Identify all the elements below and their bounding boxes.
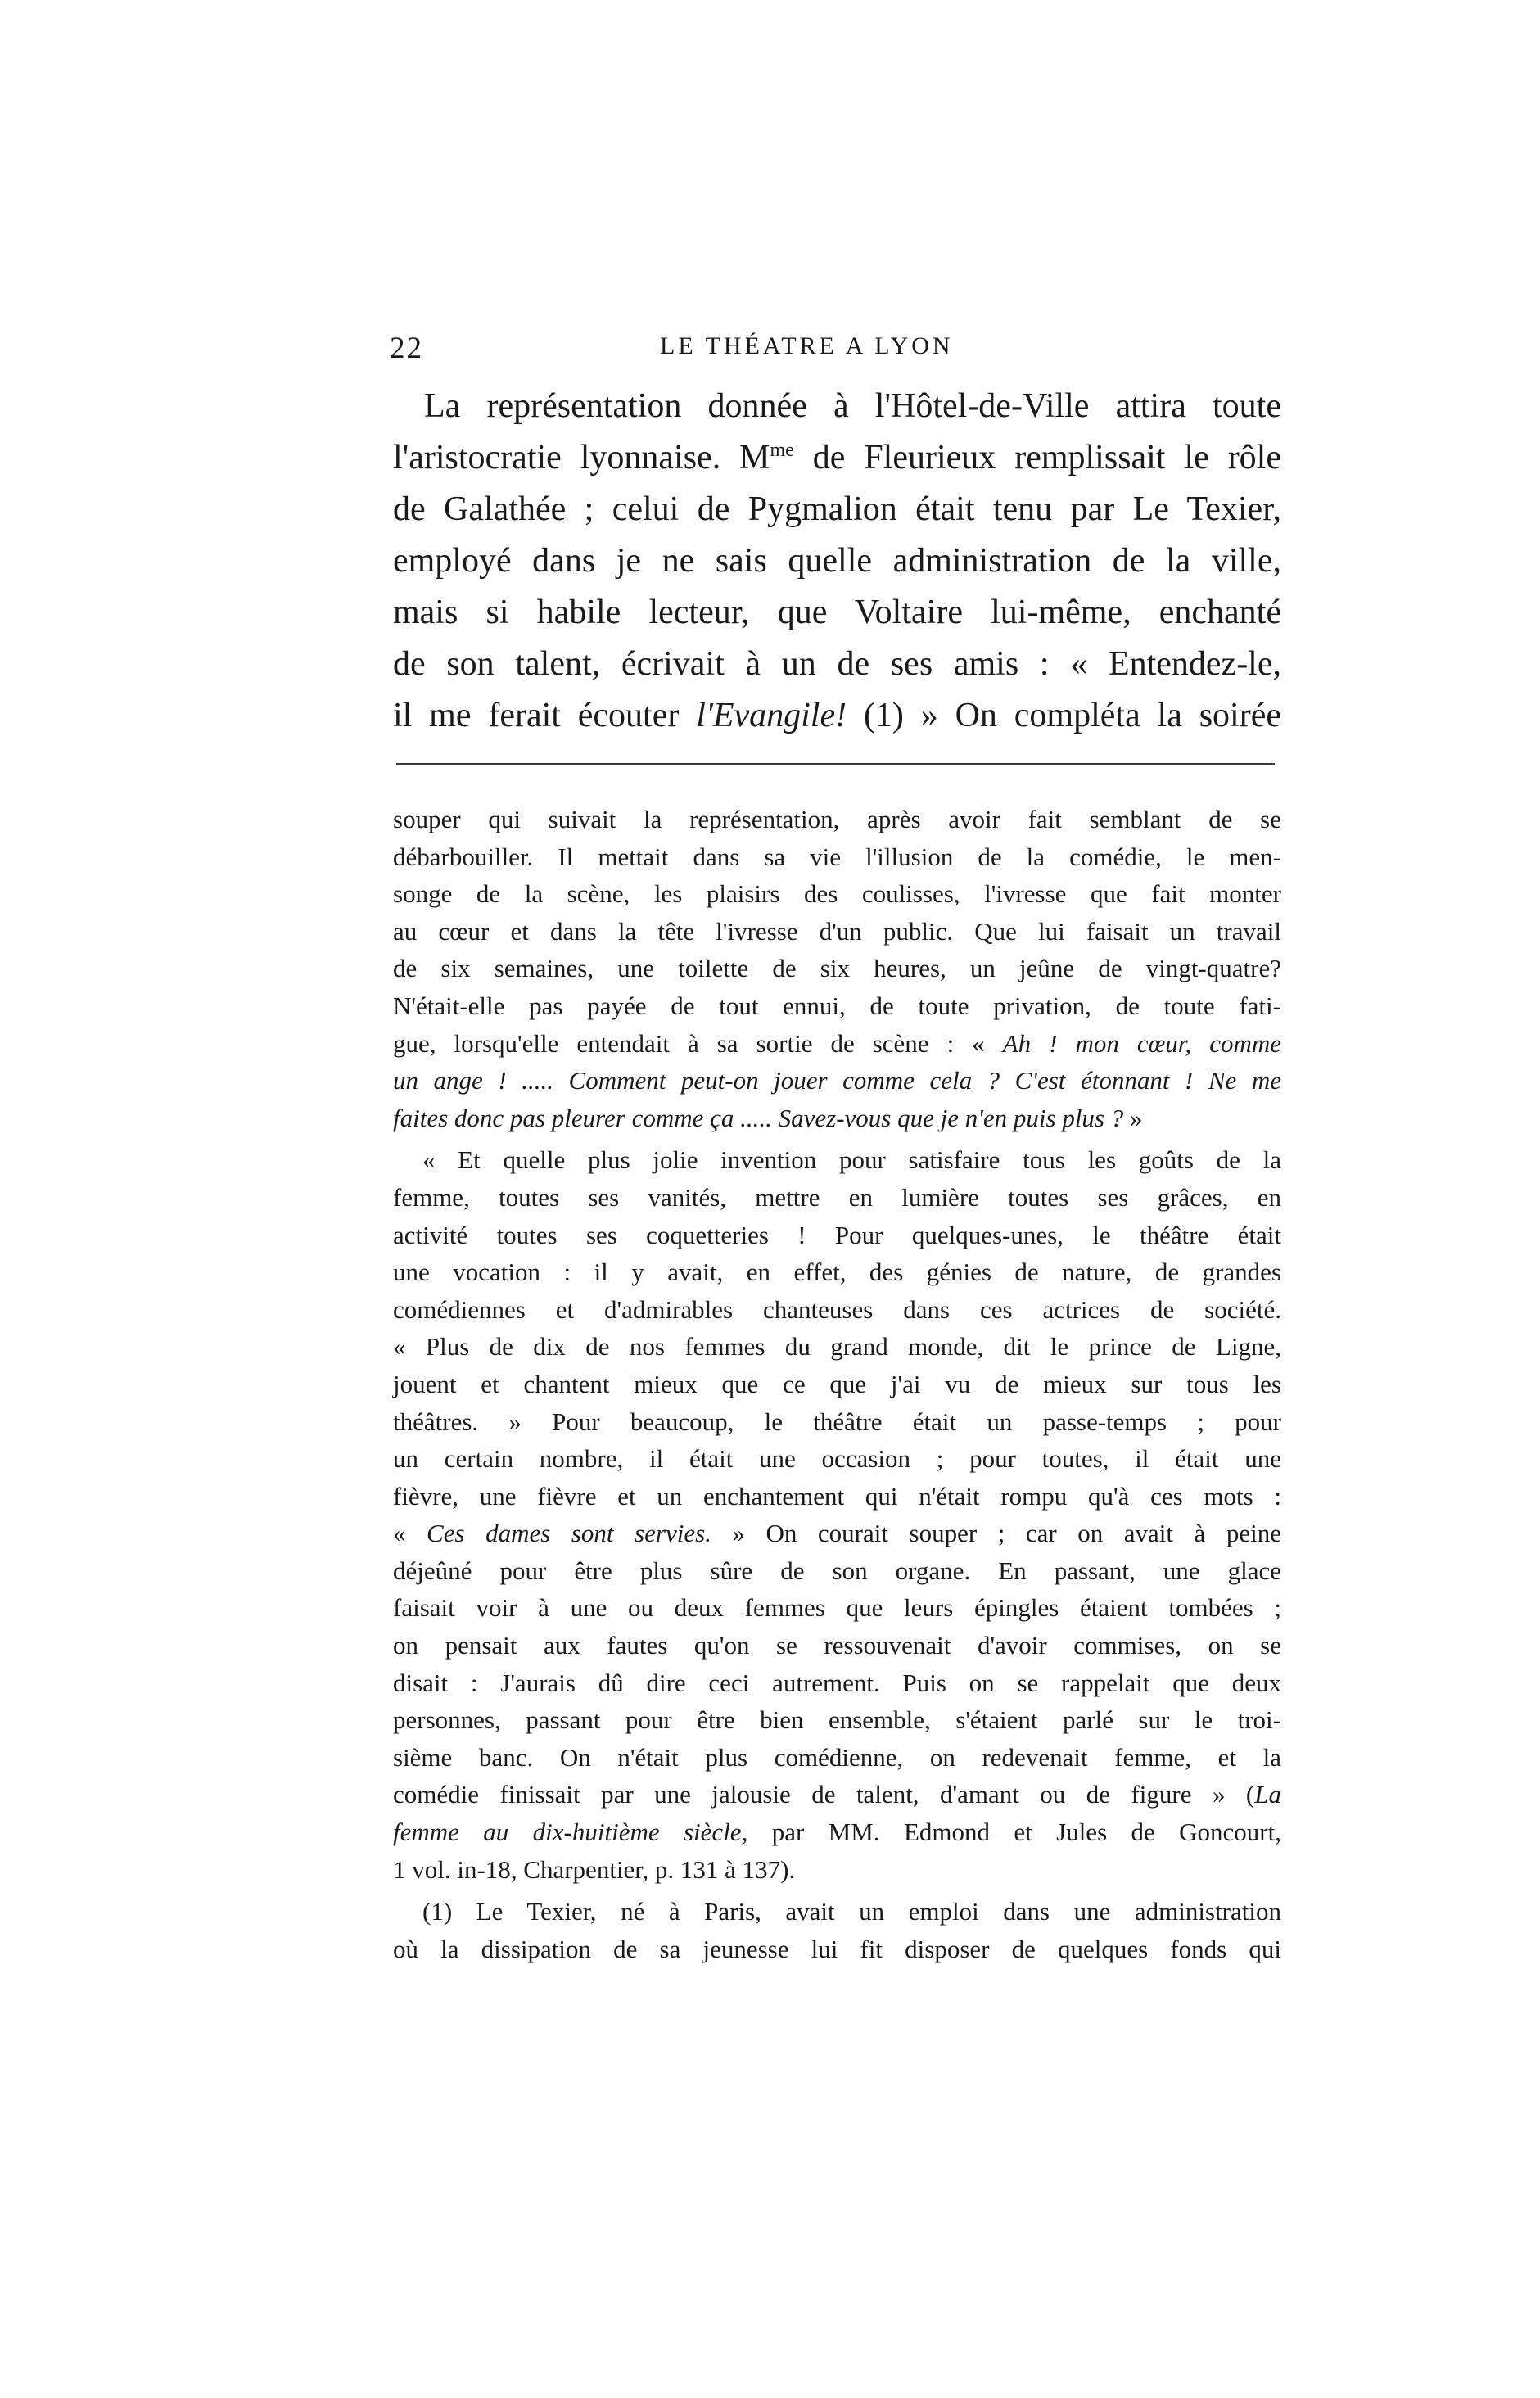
main-paragraph bbox=[393, 381, 1281, 742]
note-line: gue, lorsqu'elle entendait à sa sortie de scène : « Ah ! mon cœur, comme bbox=[393, 1028, 1281, 1058]
note-line: faites donc pas pleurer comme ça ..... Savez-vous que je n'en puis plus ? » bbox=[393, 1103, 1143, 1132]
note-line: comédiennes et d'admirables chanteuses dans ces actrices de société. bbox=[393, 1294, 1281, 1324]
text-line: de son talent, écrivait à un de ses amis : « Entendez-le, bbox=[393, 645, 1281, 683]
note-line: sième banc. On n'était plus comédienne, on redevenait femme, et la bbox=[393, 1742, 1281, 1772]
note-line: femme, toutes ses vanités, mettre en lumière toutes ses grâces, en bbox=[393, 1182, 1281, 1212]
text-line: de Galathée ; celui de Pygmalion était tenu par Le Texier, bbox=[393, 490, 1281, 528]
text-line: mais si habile lecteur, que Voltaire lui-même, enchanté bbox=[393, 594, 1281, 631]
note-line: « Ces dames sont servies. » On courait souper ; car on avait à peine bbox=[393, 1519, 1281, 1548]
text-line: l'aristocratie lyonnaise. $M^{me}$ de Fleurieux remplissait le rôle bbox=[393, 439, 1281, 476]
note-line: fièvre, une fièvre et un enchantement qui n'était rompu qu'à ces mots : bbox=[393, 1481, 1281, 1511]
note-line: « Plus de dix de nos femmes du grand monde, dit le prince de Ligne, bbox=[393, 1332, 1281, 1362]
note-line: disait : J'aurais dû dire ceci autrement. Puis on se rappelait que deux bbox=[393, 1668, 1281, 1697]
text-line: La représentation donnée à l'Hôtel-de-Ville attira toute bbox=[424, 387, 1281, 425]
note-line: un certain nombre, il était une occasion ; pour toutes, il était une bbox=[393, 1444, 1281, 1474]
note-line: comédie finissait par une jalousie de talent, d'amant ou de figure » (La bbox=[393, 1780, 1281, 1809]
note-line: on pensait aux fautes qu'on se ressouvenait d'avoir commises, on se bbox=[393, 1631, 1281, 1660]
footnote-1 bbox=[393, 1893, 1281, 1967]
text-line: il me ferait écouter l'Evangile! (1) » On compléta la soirée bbox=[393, 697, 1281, 734]
page-number: 22 bbox=[390, 332, 423, 365]
note-line: faisait voir à une ou deux femmes que leurs épingles étaient tombées ; bbox=[393, 1593, 1281, 1623]
note-line: femme au dix-huitième siècle, par MM. Edmond et Jules de Goncourt, bbox=[393, 1818, 1281, 1847]
note-line: théâtres. » Pour beaucoup, le théâtre était un passe-temps ; pour bbox=[393, 1407, 1281, 1436]
text-line: employé dans je ne sais quelle administration de la ville, bbox=[393, 542, 1281, 580]
note-line: jouent et chantent mieux que ce que j'ai vu de mieux sur tous les bbox=[393, 1369, 1281, 1398]
note-line: songe de la scène, les plaisirs des coulisses, l'ivresse que fait monter bbox=[393, 879, 1281, 909]
quote-paragraph bbox=[393, 1141, 1281, 1888]
note-line: (1) Le Texier, né à Paris, avait un emploi dans une administration bbox=[422, 1897, 1281, 1926]
note-line: souper qui suivait la représentation, après avoir fait semblant de se bbox=[393, 805, 1281, 833]
note-line: où la dissipation de sa jeunesse lui fit disposer de quelques fonds qui bbox=[393, 1934, 1281, 1963]
main-text bbox=[393, 381, 1281, 742]
note-line: « Et quelle plus jolie invention pour satisfaire tous les goûts de la bbox=[422, 1145, 1281, 1175]
running-head: LE THÉATRE A LYON bbox=[660, 332, 954, 359]
note-line: 1 vol. in-18, Charpentier, p. 131 à 137). bbox=[393, 1854, 796, 1884]
note-line: une vocation : il y avait, en effet, des génies de nature, de grandes bbox=[393, 1258, 1281, 1287]
note-line: un ange ! ..... Comment peut-on jouer comme cela ? C'est étonnant ! Ne me bbox=[393, 1066, 1281, 1095]
note-line: déjeûné pour être plus sûre de son organe. En passant, une glace bbox=[393, 1556, 1281, 1585]
note-line: personnes, passant pour être bien ensemble, s'étaient parlé sur le troi- bbox=[393, 1705, 1281, 1735]
footnotes bbox=[393, 801, 1281, 1967]
note-line: de six semaines, une toilette de six heures, un jeûne de vingt-quatre? bbox=[393, 954, 1281, 983]
note-line: au cœur et dans la tête l'ivresse d'un public. Que lui faisait un travail bbox=[393, 916, 1281, 946]
footnote-divider bbox=[396, 763, 1275, 765]
quote-continuation bbox=[393, 801, 1281, 1136]
note-line: N'était-elle pas payée de tout ennui, de toute privation, de toute fati- bbox=[393, 991, 1281, 1020]
page-header bbox=[390, 331, 1282, 372]
note-line: activité toutes ses coquetteries ! Pour quelques-unes, le théâtre était bbox=[393, 1220, 1281, 1249]
note-line: débarbouiller. Il mettait dans sa vie l'illusion de la comédie, le men- bbox=[393, 842, 1281, 871]
